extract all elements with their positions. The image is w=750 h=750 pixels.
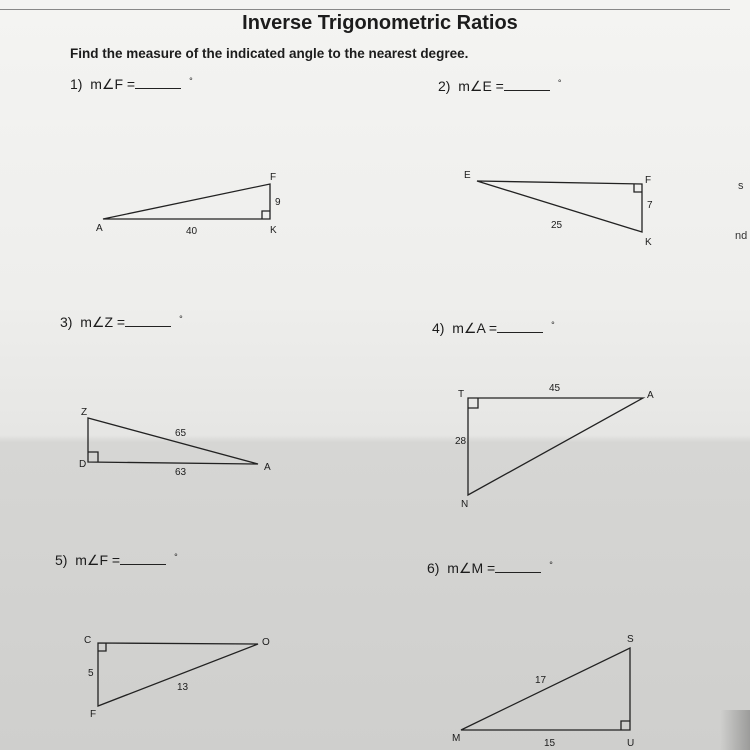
side-label: 45: [549, 383, 561, 394]
side-label: 65: [175, 428, 187, 439]
right-angle-mark-3: [88, 452, 98, 462]
vertex-label: N: [461, 499, 469, 510]
vertex-label: D: [79, 459, 87, 470]
vertex-label: E: [464, 170, 471, 181]
vertex-label: S: [627, 634, 634, 645]
side-label: 15: [544, 738, 556, 749]
vertex-label: K: [270, 225, 277, 236]
vertex-label: C: [84, 635, 92, 646]
problem-2-number: 2): [438, 78, 451, 94]
vertex-label: K: [645, 237, 652, 248]
side-label: 40: [186, 226, 198, 237]
triangle-1: [103, 184, 270, 219]
right-angle-mark-1: [262, 211, 270, 219]
problem-6-prompt: m∠M =: [447, 560, 496, 576]
problem-4-prompt: m∠A =: [452, 320, 498, 336]
problem-6-number: 6): [427, 560, 440, 576]
right-angle-mark-2: [634, 184, 642, 192]
degree-symbol: °: [189, 76, 193, 86]
margin-fragment: nd: [735, 230, 748, 242]
side-label: 5: [88, 668, 94, 679]
degree-symbol: °: [549, 560, 553, 570]
degree-symbol: °: [551, 320, 555, 330]
page-title: Inverse Trigonometric Ratios: [242, 12, 518, 34]
problem-2-prompt: m∠E =: [458, 78, 504, 94]
triangle-3: [88, 418, 258, 464]
problem-1-number: 1): [70, 76, 83, 92]
vertex-label: A: [96, 223, 103, 234]
side-label: 28: [455, 436, 467, 447]
triangle-5: [98, 643, 258, 706]
vertex-label: M: [452, 733, 461, 744]
page-edge-shadow: [720, 710, 750, 750]
vertex-label: A: [264, 462, 271, 473]
degree-symbol: °: [179, 314, 183, 324]
triangle-4: [468, 398, 643, 495]
triangle-6: [461, 648, 630, 730]
side-label: 17: [535, 675, 547, 686]
problem-3-prompt: m∠Z =: [80, 314, 126, 330]
problem-1-prompt: m∠F =: [90, 76, 136, 92]
instructions: Find the measure of the indicated angle to the nearest degree.: [70, 46, 469, 61]
degree-symbol: °: [174, 552, 178, 562]
side-label: 63: [175, 467, 187, 478]
vertex-label: U: [627, 738, 635, 749]
vertex-label: Z: [81, 407, 88, 418]
vertex-label: O: [262, 637, 270, 648]
problem-3-number: 3): [60, 314, 73, 330]
vertex-label: F: [90, 709, 97, 720]
right-angle-mark-4: [468, 398, 478, 408]
right-angle-mark-5: [98, 643, 106, 651]
vertex-label: T: [458, 389, 465, 400]
side-label: 9: [275, 197, 281, 208]
problem-5-number: 5): [55, 552, 68, 568]
side-label: 25: [551, 220, 563, 231]
problem-4-number: 4): [432, 320, 445, 336]
vertex-label: F: [645, 175, 652, 186]
right-angle-mark-6: [621, 721, 630, 730]
problem-5-prompt: m∠F =: [75, 552, 121, 568]
vertex-label: A: [647, 390, 654, 401]
margin-fragment: s: [738, 180, 744, 192]
side-label: 13: [177, 682, 189, 693]
degree-symbol: °: [557, 78, 562, 88]
vertex-label: F: [270, 172, 277, 183]
side-label: 7: [647, 200, 653, 211]
